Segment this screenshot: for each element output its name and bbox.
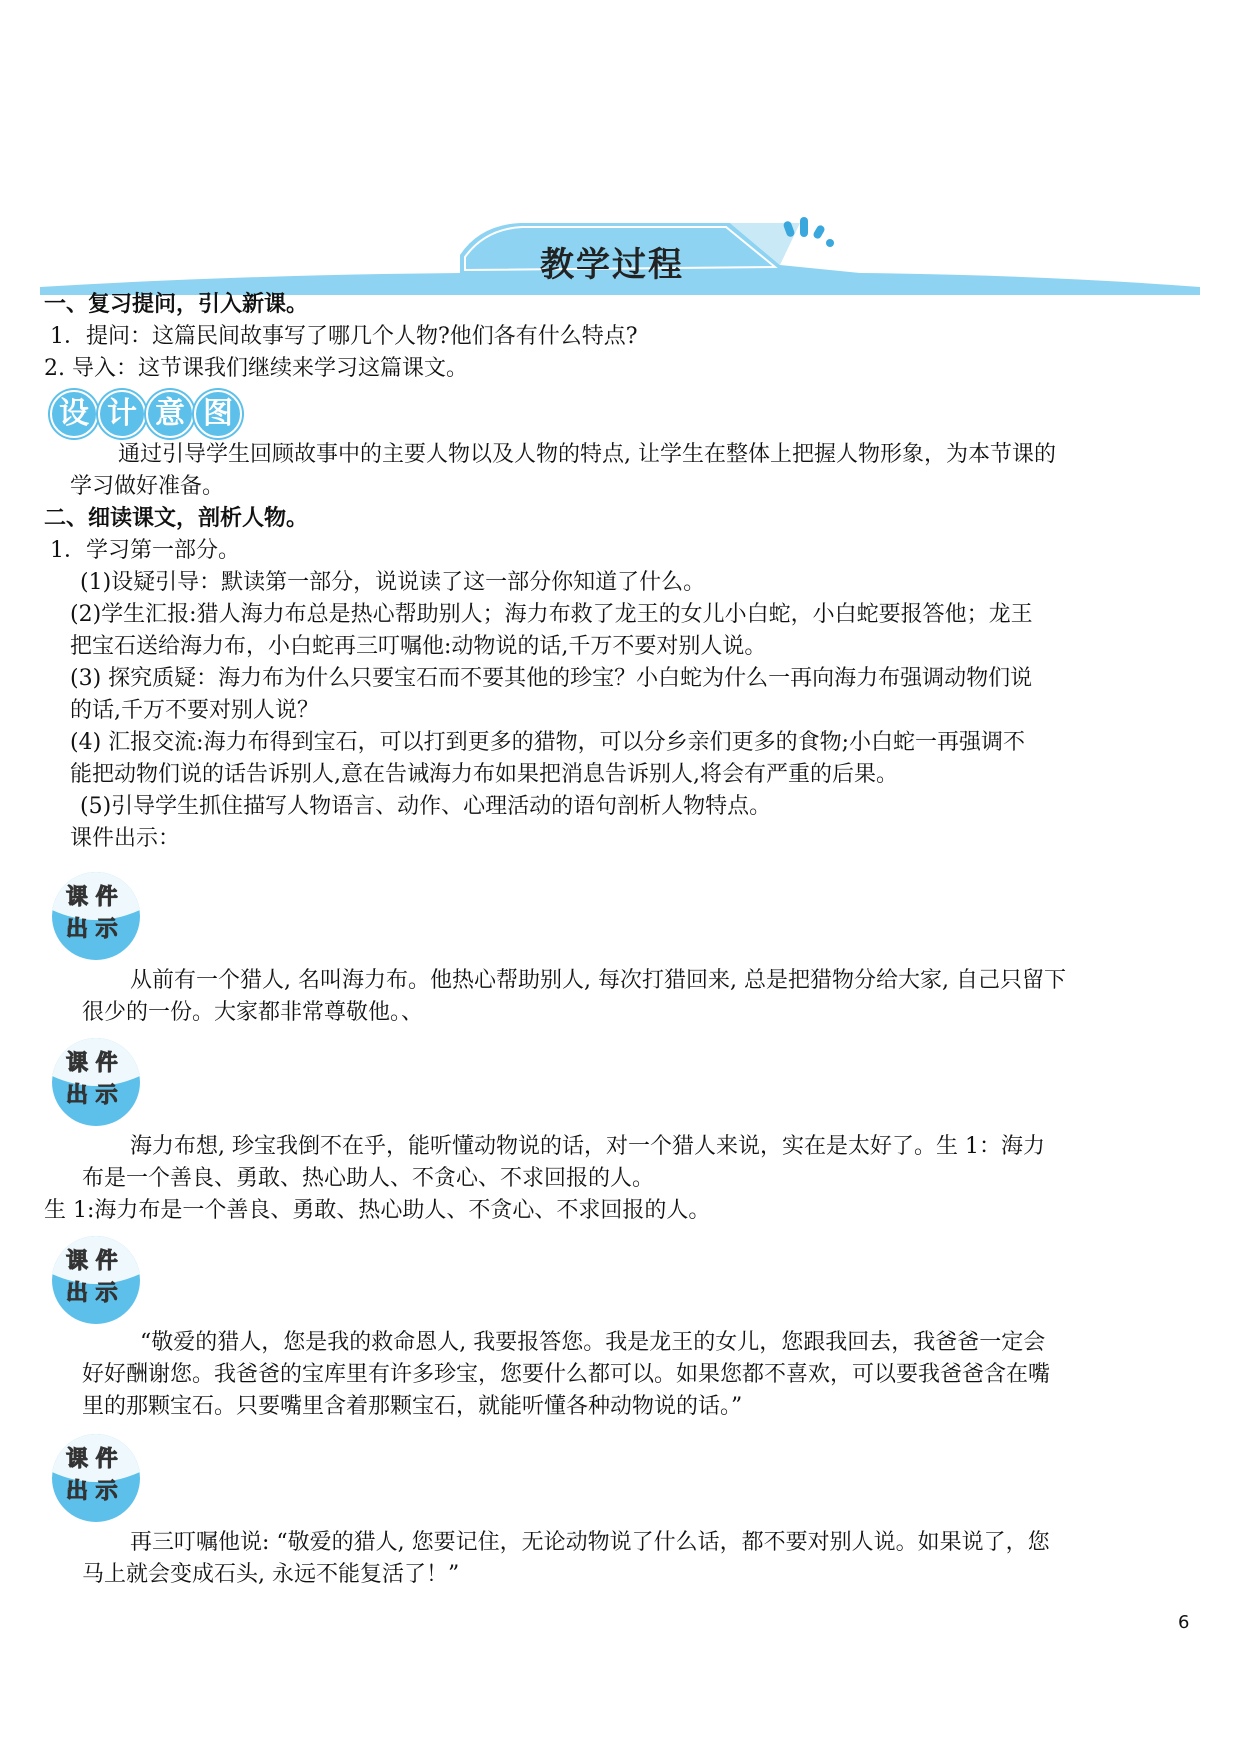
courseware-badge-top: 课 件 <box>66 1249 118 1274</box>
courseware-text: 马上就会变成石头, 永远不能复活了！” <box>82 1562 460 1587</box>
step-text: 能把动物们说的话告诉别人,意在告诫海力布如果把消息告诉别人,将会有严重的后果。 <box>70 762 898 787</box>
courseware-badge <box>50 1234 142 1326</box>
section-heading-1: 一、复习提问，引入新课。 <box>44 292 309 317</box>
step-text: (4) 汇报交流:海力布得到宝石，可以打到更多的猎物，可以分乡亲们更多的食物;小白蛇一再强调不 <box>70 730 1025 755</box>
courseware-text: “敬爱的猎人，您是我的救命恩人, 我要报答您。我是龙王的女儿，您跟我回去，我爸爸一定会 <box>140 1330 1046 1355</box>
design-intent-text: 学习做好准备。 <box>70 474 225 499</box>
step-text: 课件出示： <box>70 826 181 851</box>
courseware-text: 再三叮嘱他说: “敬爱的猎人, 您要记住，无论动物说了什么话，都不要对别人说。如果说了，您 <box>130 1530 1050 1555</box>
step-text: 把宝石送给海力布，小白蛇再三叮嘱他:动物说的话,千万不要对别人说。 <box>70 634 767 659</box>
courseware-badge-bottom: 出 示 <box>66 1479 118 1504</box>
design-intent-char: 图 <box>194 390 242 438</box>
courseware-badge-bottom: 出 示 <box>66 1281 118 1306</box>
study-item-1: 1．学习第一部分。 <box>50 538 240 563</box>
courseware-badge-top: 课 件 <box>66 1447 118 1472</box>
courseware-text: 布是一个善良、勇敢、热心助人、不贪心、不求回报的人。 <box>82 1166 655 1191</box>
courseware-text: 海力布想, 珍宝我倒不在乎，能听懂动物说的话，对一个猎人来说，实在是太好了。生 1：海力 <box>130 1134 1045 1159</box>
courseware-text: 里的那颗宝石。只要嘴里含着那颗宝石，就能听懂各种动物说的话。” <box>82 1394 743 1419</box>
courseware-badge-top: 课 件 <box>66 885 118 910</box>
courseware-badge-bottom: 出 示 <box>66 1083 118 1108</box>
design-intent-char: 意 <box>146 390 194 438</box>
step-text: (3) 探究质疑：海力布为什么只要宝石而不要其他的珍宝？小白蛇为什么一再向海力布强调动物们说 <box>70 666 1033 691</box>
design-intent-char: 设 <box>50 390 98 438</box>
courseware-badge <box>50 1432 142 1524</box>
question-item-1: 1．提问：这篇民间故事写了哪几个人物?他们各有什么特点? <box>50 324 638 349</box>
intro-item-2: 2. 导入：这节课我们继续来学习这篇课文。 <box>44 356 468 381</box>
section-heading-2: 二、细读课文，剖析人物。 <box>44 506 309 531</box>
page-title: 教学过程 <box>540 245 684 285</box>
courseware-badge <box>50 1036 142 1128</box>
courseware-badge <box>50 870 142 962</box>
courseware-text: 好好酬谢您。我爸爸的宝库里有许多珍宝，您要什么都可以。如果您都不喜欢，可以要我爸爸含在嘴 <box>82 1362 1051 1387</box>
courseware-badge-top: 课 件 <box>66 1051 118 1076</box>
step-text: (2)学生汇报:猎人海力布总是热心帮助别人；海力布救了龙王的女儿小白蛇，小白蛇要报答他；龙王 <box>70 602 1033 627</box>
courseware-badge-bottom: 出 示 <box>66 917 118 942</box>
courseware-text: 从前有一个猎人, 名叫海力布。他热心帮助别人, 每次打猎回来, 总是把猎物分给大家, 自己只留下 <box>130 968 1066 993</box>
design-intent-text: 通过引导学生回顾故事中的主要人物以及人物的特点, 让学生在整体上把握人物形象，为本节课的 <box>118 442 1056 467</box>
page-number: 6 <box>1178 1612 1190 1633</box>
step-text: (5)引导学生抓住描写人物语言、动作、心理活动的语句剖析人物特点。 <box>80 794 772 819</box>
step-text: 的话,千万不要对别人说？ <box>70 698 319 723</box>
design-intent-char: 计 <box>98 390 146 438</box>
step-text: (1)设疑引导：默读第一部分，说说读了这一部分你知道了什么。 <box>80 570 706 595</box>
courseware-text: 很少的一份。大家都非常尊敬他。、 <box>82 1000 424 1025</box>
student-answer: 生 1:海力布是一个善良、勇敢、热心助人、不贪心、不求回报的人。 <box>44 1198 711 1223</box>
